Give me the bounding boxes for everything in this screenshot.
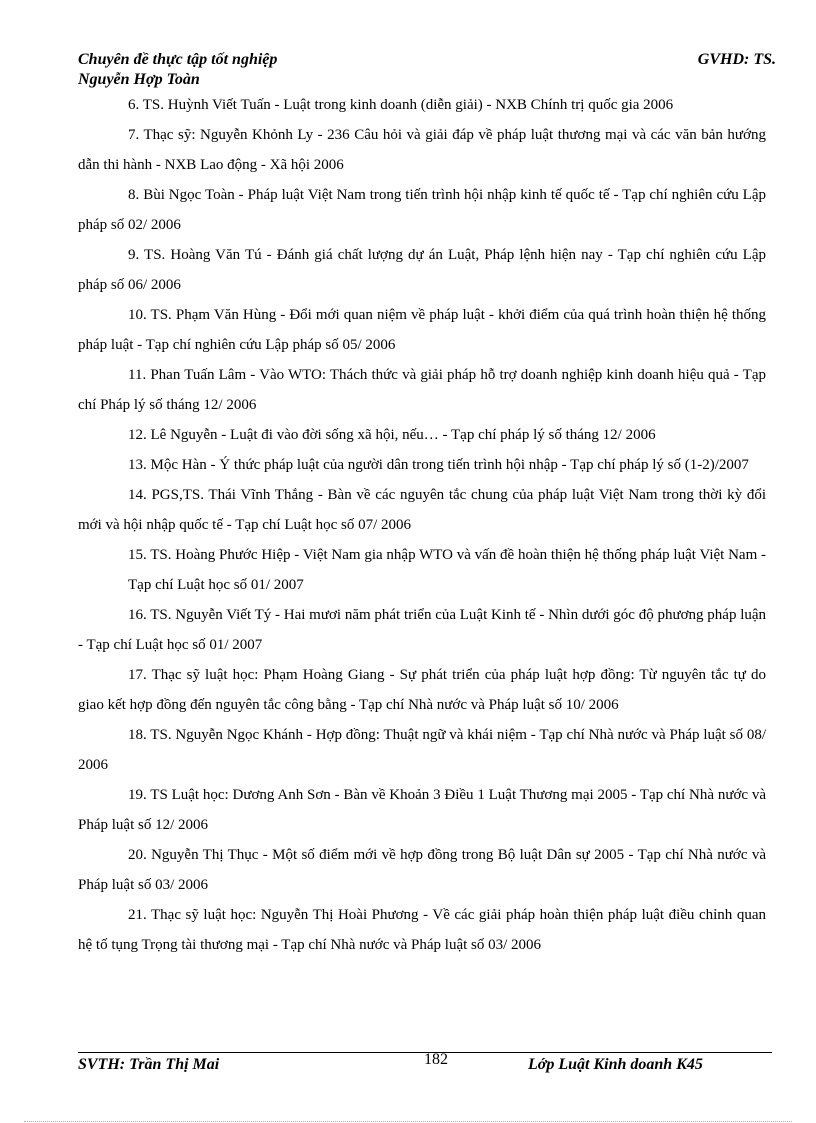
reference-item: 14. PGS,TS. Thái Vĩnh Thắng - Bàn về các nguyên tắc chung của pháp luật Việt Nam trong thời kỳ đổi mới và hội nhập quốc tế - Tạp chí Luật học số 07/ 2006	[78, 487, 766, 533]
reference-item: 9. TS. Hoàng Văn Tú - Đánh giá chất lượng dự án Luật, Pháp lệnh hiện nay - Tạp chí nghiên cứu Lập pháp số 06/ 2006	[78, 247, 766, 293]
header-supervisor-label: GVHD: TS.	[697, 51, 776, 68]
footer-class: Lớp Luật Kinh doanh K45	[528, 1056, 703, 1073]
page-edge-divider	[24, 1121, 792, 1122]
reference-list	[78, 90, 766, 960]
reference-item	[78, 540, 766, 600]
reference-item: 12. Lê Nguyễn - Luật đi vào đời sống xã hội, nếu… - Tạp chí pháp lý số tháng 12/ 2006	[128, 427, 656, 443]
page-header	[78, 50, 277, 90]
reference-item: 11. Phan Tuấn Lâm - Vào WTO: Thách thức và giải pháp hỗ trợ doanh nghiệp kinh doanh hiệu quả - Tạp chí Pháp lý số tháng 12/ 2006	[78, 367, 766, 413]
header-supervisor-name: Nguyễn Hợp Toàn	[78, 71, 200, 88]
reference-item: 13. Mộc Hàn - Ý thức pháp luật của người dân trong tiến trình hội nhập - Tạp chí pháp lý số (1-2)/2007	[128, 457, 749, 473]
reference-text: 15. TS. Hoàng Phước Hiệp - Việt Nam gia nhập WTO và vấn đề hoàn thiện hệ thống pháp luật Việt Nam - Tạp chí Luật học số 01/ 2007	[128, 547, 766, 593]
reference-item: 16. TS. Nguyễn Viết Tý - Hai mươi năm phát triển của Luật Kinh tế - Nhìn dưới góc độ phương pháp luận - Tạp chí Luật học số 01/ 2007	[78, 607, 767, 653]
reference-item: 6. TS. Huỳnh Viết Tuấn - Luật trong kinh doanh (diễn giải) - NXB Chính trị quốc gia 2006	[128, 97, 674, 113]
header-title: Chuyên đề thực tập tốt nghiệp	[78, 51, 278, 68]
page-number: 182	[424, 1051, 448, 1068]
reference-item: 10. TS. Phạm Văn Hùng - Đổi mới quan niệm về pháp luật - khởi điểm của quá trình hoàn thiện hệ thống pháp luật - Tạp chí nghiên cứu Lập pháp số 05/ 2006	[78, 307, 766, 353]
reference-item: 21. Thạc sỹ luật học: Nguyễn Thị Hoài Phương - Về các giải pháp hoàn thiện pháp luật điều chỉnh quan hệ tố tụng Trọng tài thương mại - Tạp chí Nhà nước và Pháp luật số 03/ 2006	[78, 907, 766, 953]
footer-student: SVTH: Trần Thị Mai	[78, 1056, 220, 1073]
reference-item: 17. Thạc sỹ luật học: Phạm Hoàng Giang - Sự phát triển của pháp luật hợp đồng: Từ nguyên tắc tự do giao kết hợp đồng đến nguyên tắc công bằng - Tạp chí Nhà nước và Pháp luật số 10/ 2006	[78, 667, 766, 713]
reference-item: 19. TS Luật học: Dương Anh Sơn - Bàn về Khoản 3 Điều 1 Luật Thương mại 2005 - Tạp chí Nhà nước và Pháp luật số 12/ 2006	[78, 787, 766, 833]
reference-item: 8. Bùi Ngọc Toàn - Pháp luật Việt Nam trong tiến trình hội nhập kinh tế quốc tế - Tạp chí nghiên cứu Lập pháp số 02/ 2006	[78, 187, 766, 233]
reference-item: 18. TS. Nguyễn Ngọc Khánh - Hợp đồng: Thuật ngữ và khái niệm - Tạp chí Nhà nước và Pháp luật số 08/ 2006	[78, 727, 766, 773]
reference-item: 20. Nguyễn Thị Thục - Một số điểm mới về hợp đồng trong Bộ luật Dân sự 2005 - Tạp chí Nhà nước và Pháp luật số 03/ 2006	[78, 847, 766, 893]
reference-item: 7. Thạc sỹ: Nguyễn Khỏnh Ly - 236 Câu hỏi và giải đáp về pháp luật thương mại và các văn bản hướng dẫn thi hành - NXB Lao động - Xã hội 2006	[78, 127, 766, 173]
